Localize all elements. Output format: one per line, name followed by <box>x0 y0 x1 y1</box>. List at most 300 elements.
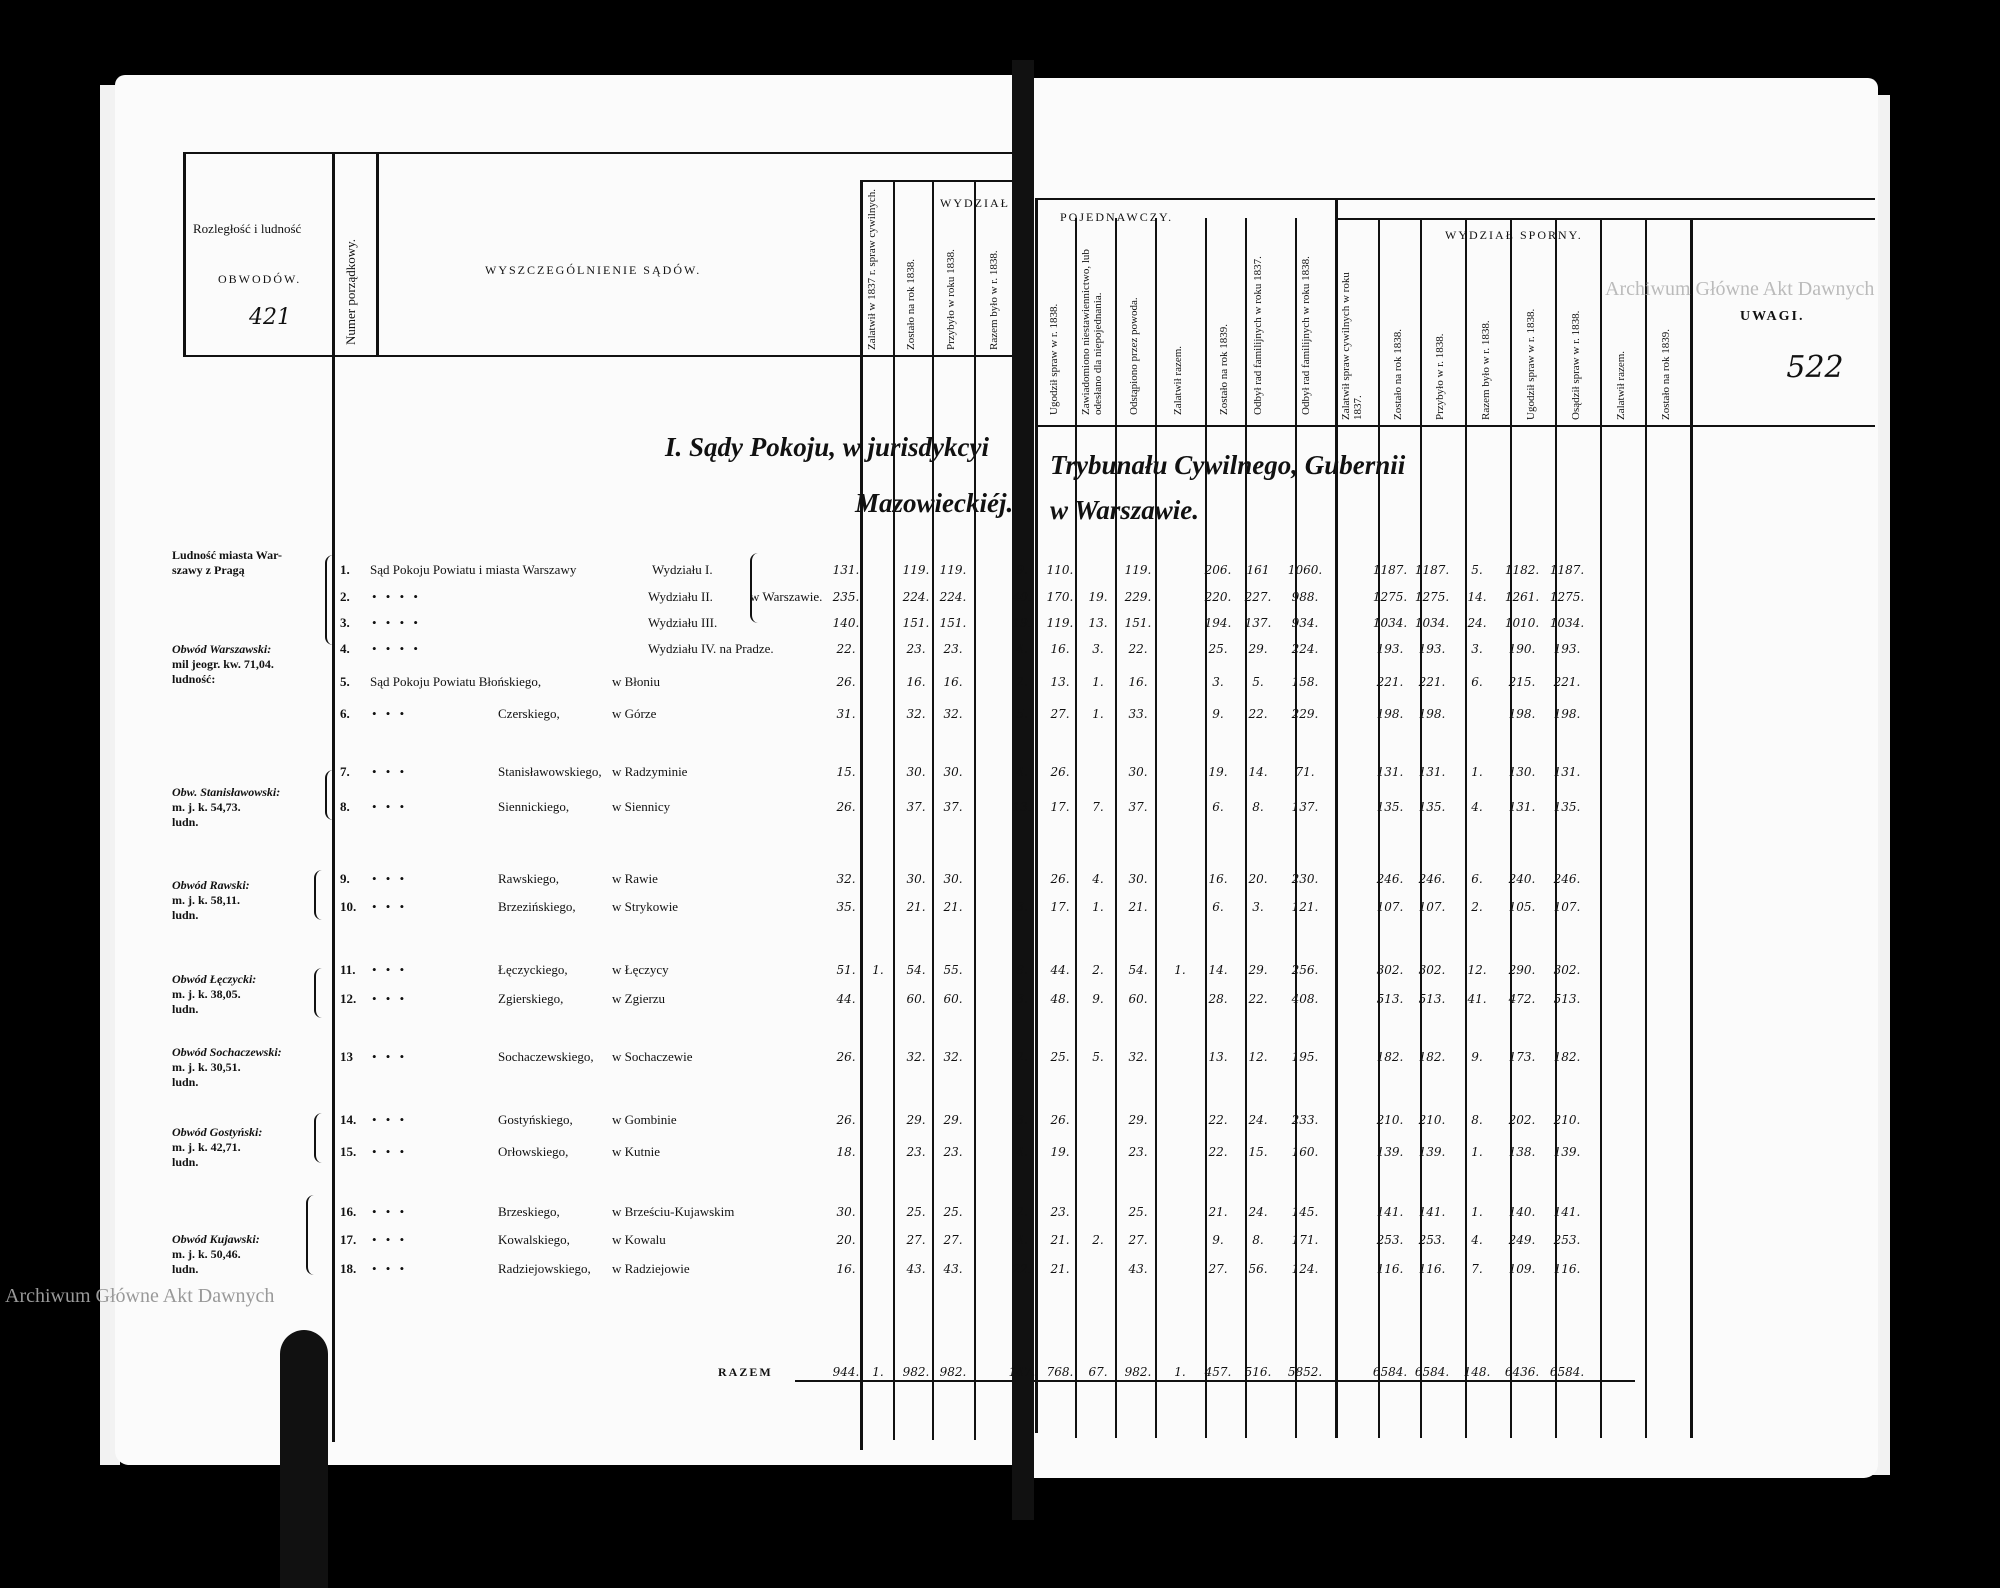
cell-value: 12. <box>1467 963 1487 977</box>
total-value: 6584. <box>1372 1365 1408 1379</box>
cell-value: 170. <box>1046 590 1074 604</box>
cell-value: 472. <box>1508 992 1536 1006</box>
region-label: ludność: <box>172 672 216 686</box>
cell-value: 193. <box>1553 642 1581 656</box>
cell-value: 141. <box>1418 1205 1446 1219</box>
cell-value: 240. <box>1508 872 1536 886</box>
cell-value: 6. <box>1471 872 1483 886</box>
court-seat: w Łęczycy <box>612 962 669 977</box>
cell-value: 19. <box>1050 1145 1070 1159</box>
cell-value: 15. <box>1248 1145 1268 1159</box>
ditto-marks: • • • <box>372 991 408 1006</box>
cell-value: 15. <box>836 765 856 779</box>
ditto-marks: • • • <box>372 799 408 814</box>
cell-value: 17. <box>1050 900 1070 914</box>
cell-value: 513. <box>1418 992 1446 1006</box>
cell-value: 32. <box>906 707 926 721</box>
cell-value: 135. <box>1553 800 1581 814</box>
court-seat: w Zgierzu <box>612 991 666 1006</box>
cell-value: 2. <box>1016 1050 1028 1064</box>
header-group-sporny: WYDZIAŁ SPORNY. <box>1445 228 1583 242</box>
court-seat: Wydziału III. <box>648 615 718 630</box>
archive-mark-left: Archiwum Główne Akt Dawnych <box>5 1285 275 1307</box>
court-seat: Wydziału II. <box>648 589 713 604</box>
cell-value: 55. <box>943 963 963 977</box>
row-number: 5. <box>340 674 350 689</box>
cell-value: 21. <box>906 900 926 914</box>
cell-value: 51. <box>836 963 856 977</box>
region-label: Obwód Kujawski: <box>172 1232 260 1246</box>
cell-value: 29. <box>943 1113 963 1127</box>
cell-value: 119. <box>1046 616 1074 630</box>
cell-value: 8. <box>1016 963 1028 977</box>
cell-value: 116. <box>1418 1262 1446 1276</box>
cell-value: 33. <box>1128 707 1148 721</box>
cell-value: 3. <box>1016 1113 1028 1127</box>
row-number: 8. <box>340 799 350 814</box>
cell-value: 1275. <box>1372 590 1408 604</box>
cell-value: 302. <box>1418 963 1446 977</box>
cell-value: 2. <box>1092 1233 1104 1247</box>
court-seat: w Rawie <box>612 871 658 886</box>
cell-value: 29. <box>1248 642 1268 656</box>
col-header-6: Zawiadomiono niestawiennictwo, lub odesłano dla niepojednania. <box>1080 249 1104 415</box>
cell-value: 4. <box>1016 1233 1028 1247</box>
ditto-marks: • • • <box>372 1204 408 1219</box>
cell-value: 16. <box>906 675 926 689</box>
row-number: 1. <box>340 562 350 577</box>
row-number: 3. <box>340 615 350 630</box>
cell-value: 28. <box>1208 992 1228 1006</box>
cell-value: 151. <box>1124 616 1152 630</box>
col-header-2: Zostało na rok 1838. <box>905 258 917 350</box>
total-rule <box>795 1380 1635 1382</box>
total-value: 982. <box>1124 1365 1152 1379</box>
cell-value: 253. <box>1553 1233 1581 1247</box>
cell-value: 193. <box>1418 642 1446 656</box>
row-number: 9. <box>340 871 350 886</box>
cell-value: 16. <box>943 675 963 689</box>
cell-value: 32. <box>943 1050 963 1064</box>
header-courts: WYSZCZEGÓLNIENIE SĄDÓW. <box>485 263 702 277</box>
cell-value: 30. <box>906 765 926 779</box>
cell-value: 26. <box>836 675 856 689</box>
court-seat: w Brześciu-Kujawskim <box>612 1204 735 1219</box>
cell-value: 22. <box>1248 707 1268 721</box>
region-label: m. j. k. 30,51. <box>172 1060 241 1074</box>
cell-value: 233. <box>1291 1113 1319 1127</box>
cell-value: 14. <box>1248 765 1268 779</box>
cell-value: 1. <box>1174 963 1186 977</box>
cell-value: 173. <box>1508 1050 1536 1064</box>
cell-value: 37. <box>1128 800 1148 814</box>
total-value: 982. <box>902 1365 930 1379</box>
total-value: 768. <box>1046 1365 1074 1379</box>
cell-value: 1261. <box>1504 590 1540 604</box>
cell-value: 110. <box>1046 563 1074 577</box>
left-top-rule <box>183 152 1013 154</box>
cell-value: 32. <box>943 707 963 721</box>
region-label: Obwód Sochaczewski: <box>172 1045 282 1059</box>
cell-value: 43. <box>1128 1262 1148 1276</box>
cell-value: 124. <box>1291 1262 1319 1276</box>
court-name: Stanisławowskiego, <box>498 764 602 779</box>
cell-value: 302. <box>1553 963 1581 977</box>
cell-value: 6. <box>1212 900 1224 914</box>
cell-value: 8. <box>1252 1233 1264 1247</box>
page-number: 522 <box>1786 350 1844 385</box>
region-label: Obwód Warszawski: <box>172 642 272 656</box>
cell-value: 3. <box>1252 900 1264 914</box>
cell-value: 21. <box>1050 1262 1070 1276</box>
cell-value: 24. <box>1467 616 1487 630</box>
cell-value: 26. <box>836 1050 856 1064</box>
cell-value: 13. <box>1208 1050 1228 1064</box>
cell-value: 198. <box>1418 707 1446 721</box>
cell-value: 1187. <box>1414 563 1450 577</box>
region-label: Obwód Łęczycki: <box>172 972 257 986</box>
cell-value: 22. <box>1012 1262 1032 1276</box>
court-name: Zgierskiego, <box>498 991 564 1006</box>
region-label: m. j. k. 50,46. <box>172 1247 241 1261</box>
cell-value: 190. <box>1508 642 1536 656</box>
cell-value: 934. <box>1291 616 1319 630</box>
court-seat: w Kutnie <box>612 1144 661 1159</box>
cell-value: 290. <box>1508 963 1536 977</box>
cell-value: 1. <box>1471 765 1483 779</box>
cell-value: 246. <box>1418 872 1446 886</box>
cell-value: 4. <box>1016 765 1028 779</box>
cell-value: 6. <box>1212 800 1224 814</box>
court-seat: w Kowalu <box>612 1232 666 1247</box>
col-header-1: Zalatwił w 1837 r. spraw cywilnych. <box>866 189 878 350</box>
header-group-wydzial: WYDZIAŁ <box>940 196 1010 210</box>
cell-value: 5. <box>1016 707 1028 721</box>
total-value: 6584. <box>1549 1365 1585 1379</box>
cell-value: 224. <box>902 590 930 604</box>
header-remarks: UWAGI. <box>1740 309 1805 324</box>
court-seat: w Radzyminie <box>612 764 688 779</box>
cell-value: 182. <box>1376 1050 1404 1064</box>
region-label: ludn. <box>172 1075 199 1089</box>
total-value: 516. <box>1244 1365 1272 1379</box>
col-header-16: Ugodził spraw w r. 1838. <box>1525 308 1537 420</box>
row-number: 15. <box>340 1144 357 1159</box>
court-name: Sochaczewskiego, <box>498 1049 594 1064</box>
cell-value: 19. <box>1012 616 1032 630</box>
cell-value: 3. <box>1092 642 1104 656</box>
region-label: ludn. <box>172 1262 199 1276</box>
cell-value: 32. <box>836 872 856 886</box>
cell-value: 116. <box>1376 1262 1404 1276</box>
cell-value: 229. <box>1291 707 1319 721</box>
cell-value: 221. <box>1418 675 1446 689</box>
cell-value: 14. <box>1208 963 1228 977</box>
court-name: Orłowskiego, <box>498 1144 569 1159</box>
row-number: 13 <box>340 1049 353 1064</box>
cell-value: 27. <box>1050 707 1070 721</box>
total-value: 6436. <box>1504 1365 1540 1379</box>
court-seat: w Radziejowie <box>612 1261 690 1276</box>
col-header-4: Razem było w r. 1838. <box>988 250 1000 350</box>
cell-value: 235. <box>832 590 860 604</box>
cell-value: 29. <box>1248 963 1268 977</box>
court-seat: w Sochaczewie <box>612 1049 693 1064</box>
cell-value: 30. <box>943 872 963 886</box>
cell-value: 229. <box>1124 590 1152 604</box>
cell-value: 26. <box>836 800 856 814</box>
cell-value: 1. <box>1471 1205 1483 1219</box>
cell-value: 227. <box>1244 590 1272 604</box>
cell-value: 8. <box>1252 800 1264 814</box>
cell-value: 151. <box>902 616 930 630</box>
region-label: ludn. <box>172 1155 199 1169</box>
ditto-marks: • • • <box>372 1232 408 1247</box>
cell-value: 48. <box>1050 992 1070 1006</box>
right-header-rule <box>1035 425 1875 427</box>
cell-value: 137. <box>1291 800 1319 814</box>
cell-value: 130. <box>1508 765 1536 779</box>
cell-value: 17. <box>1050 800 1070 814</box>
court-seat: w Siennicy <box>612 799 671 814</box>
cell-value: 26. <box>1050 872 1070 886</box>
ditto-marks: • • • <box>372 899 408 914</box>
cell-value: 7. <box>1092 800 1104 814</box>
court-name: Sąd Pokoju Powiatu i miasta Warszawy <box>370 562 577 577</box>
cell-value: 109. <box>1508 1262 1536 1276</box>
total-value: 5852. <box>1287 1365 1323 1379</box>
cell-value: 14. <box>1467 590 1487 604</box>
cell-value: 4. <box>1471 800 1483 814</box>
col-header-18: Zalatwił razem. <box>1615 350 1627 420</box>
cell-value: 221. <box>1376 675 1404 689</box>
region-label: mil jeogr. kw. 71,04. <box>172 657 274 671</box>
cell-value: 206. <box>1204 563 1232 577</box>
region-label: ludn. <box>172 1002 199 1016</box>
region-label: m. j. k. 58,11. <box>172 893 241 907</box>
cell-value: 37. <box>943 800 963 814</box>
ditto-marks: • • • <box>372 962 408 977</box>
region-label: m. j. k. 42,71. <box>172 1140 241 1154</box>
total-value: 457. <box>1204 1365 1232 1379</box>
court-seat: w Błoniu <box>612 674 661 689</box>
cell-value: 30. <box>836 1205 856 1219</box>
court-name: Siennickiego, <box>498 799 570 814</box>
court-name: Sąd Pokoju Powiatu Błońskiego, <box>370 674 542 689</box>
cell-value: 30. <box>943 765 963 779</box>
cell-value: 160. <box>1291 1145 1319 1159</box>
cell-value: 23. <box>943 1145 963 1159</box>
pen-shadow <box>280 1330 328 1588</box>
col-header-12: Zalatwił spraw cywilnych w roku 1837. <box>1340 272 1364 420</box>
ditto-marks: • • • <box>372 706 408 721</box>
cell-value: 3. <box>1016 992 1028 1006</box>
cell-value: 13. <box>1012 800 1032 814</box>
cell-value: 25. <box>906 1205 926 1219</box>
cell-value: 1034. <box>1372 616 1408 630</box>
cell-value: 25. <box>943 1205 963 1219</box>
cell-value: 27. <box>1128 1233 1148 1247</box>
right-top-rule <box>1035 198 1875 200</box>
cell-value: 1. <box>1092 707 1104 721</box>
row-number: 17. <box>340 1232 357 1247</box>
court-name: Kowalskiego, <box>498 1232 570 1247</box>
cell-value: 29. <box>1128 1113 1148 1127</box>
cell-value: 210. <box>1376 1113 1404 1127</box>
col-header-3: Przybyło w roku 1838. <box>945 249 957 350</box>
court-name: Brzezińskiego, <box>498 899 576 914</box>
col-header-7: Odstąpiono przez powoda. <box>1128 297 1140 415</box>
court-seat: w Górze <box>612 706 657 721</box>
region-label: szawy z Pragą <box>172 563 245 577</box>
court-name: Radziejowskiego, <box>498 1261 591 1276</box>
cell-value: 988. <box>1291 590 1319 604</box>
cell-value: 4. <box>1016 642 1028 656</box>
cell-value: 60. <box>943 992 963 1006</box>
ditto-marks: • • • <box>372 1049 408 1064</box>
cell-value: 9. <box>1471 1050 1483 1064</box>
cell-value: 24. <box>1248 1205 1268 1219</box>
cell-value: 107. <box>1553 900 1581 914</box>
col-header-8: Zalatwił razem. <box>1172 345 1184 415</box>
row-number: 12. <box>340 991 357 1006</box>
cell-value: 13. <box>1088 616 1108 630</box>
cell-value: 221. <box>1553 675 1581 689</box>
region-label: m. j. k. 38,05. <box>172 987 241 1001</box>
cell-value: 1275. <box>1414 590 1450 604</box>
cell-value: 44. <box>836 992 856 1006</box>
cell-value: 23. <box>943 642 963 656</box>
cell-value: 1. <box>1471 1145 1483 1159</box>
col-header-17: Osądził spraw w r. 1838. <box>1570 310 1582 420</box>
cell-value: 54. <box>906 963 926 977</box>
cell-value: 9. <box>1092 992 1104 1006</box>
cell-value: 1010. <box>1504 616 1540 630</box>
cell-value: 9. <box>1212 1233 1224 1247</box>
section-title-left-1: I. Sądy Pokoju, w jurisdykcyi <box>665 432 990 462</box>
region-label: Obw. Stanisławowski: <box>172 785 281 799</box>
archive-mark-right: Archiwum Główne Akt Dawnych <box>1605 278 1875 300</box>
cell-value: 1034. <box>1549 616 1585 630</box>
cell-value: 30. <box>906 872 926 886</box>
cell-value: 21. <box>1208 1205 1228 1219</box>
header-region: Rozległość i ludność <box>193 221 302 236</box>
region-label: m. j. k. 54,73. <box>172 800 241 814</box>
cell-value: 30. <box>1128 765 1148 779</box>
cell-value: 220. <box>1204 590 1232 604</box>
cell-value: 40. <box>1012 590 1032 604</box>
cell-value: 107. <box>1376 900 1404 914</box>
cell-value: 37. <box>906 800 926 814</box>
row-number: 10. <box>340 899 357 914</box>
cell-value: 3. <box>1212 675 1224 689</box>
cell-value: 256. <box>1291 963 1319 977</box>
cell-value: 20. <box>1248 872 1268 886</box>
court-seat: Wydziału IV. na Pradze. <box>648 641 774 656</box>
court-name: Brzeskiego, <box>498 1204 560 1219</box>
cell-value: 54. <box>1128 963 1148 977</box>
cell-value: 19. <box>1208 765 1228 779</box>
cell-value: 7. <box>1471 1262 1483 1276</box>
cell-value: 198. <box>1508 707 1536 721</box>
court-seat: Wydziału I. <box>652 562 713 577</box>
cell-value: 4. <box>1016 1145 1028 1159</box>
cell-value: 230. <box>1291 872 1319 886</box>
total-value: 1. <box>1174 1365 1186 1379</box>
cell-value: 1275. <box>1549 590 1585 604</box>
region-label: ludn. <box>172 815 199 829</box>
cell-value: 246. <box>1553 872 1581 886</box>
region-label: Obwód Gostyński: <box>172 1125 263 1139</box>
cell-value: 16. <box>1128 675 1148 689</box>
cell-value: 5. <box>1471 563 1483 577</box>
cell-value: 198. <box>1553 707 1581 721</box>
total-value: 1. <box>872 1365 884 1379</box>
cell-value: 215. <box>1508 675 1536 689</box>
court-name: Czerskiego, <box>498 706 560 721</box>
cell-value: 408. <box>1291 992 1319 1006</box>
cell-value: 2. <box>1471 900 1483 914</box>
cell-value: 513. <box>1553 992 1581 1006</box>
cell-value: 158. <box>1291 675 1319 689</box>
row-number: 16. <box>340 1204 357 1219</box>
cell-value: 246. <box>1376 872 1404 886</box>
cell-value: 27. <box>943 1233 963 1247</box>
cell-value: 224. <box>1291 642 1319 656</box>
cell-value: 4. <box>1471 1233 1483 1247</box>
cell-value: 1. <box>1092 900 1104 914</box>
cell-value: 116. <box>1553 1262 1581 1276</box>
cell-value: 9. <box>1016 563 1028 577</box>
cell-value: 16. <box>836 1262 856 1276</box>
ditto-marks: • • • • <box>372 641 421 656</box>
cell-value: 253. <box>1418 1233 1446 1247</box>
cell-value: 22. <box>836 642 856 656</box>
total-value: 67. <box>1088 1365 1108 1379</box>
cell-value: 151. <box>939 616 967 630</box>
cell-value: 22. <box>1208 1145 1228 1159</box>
cell-value: 2. <box>1016 1205 1028 1219</box>
ditto-marks: • • • • <box>372 615 421 630</box>
cell-value: 16. <box>1208 872 1228 886</box>
cell-value: 141. <box>1553 1205 1581 1219</box>
cell-value: 60. <box>906 992 926 1006</box>
cell-value: 3. <box>1016 900 1028 914</box>
total-value: 6584. <box>1414 1365 1450 1379</box>
col-header-14: Przybyło w r. 1838. <box>1434 333 1446 420</box>
cell-value: 16. <box>1050 642 1070 656</box>
col-header-13: Zostało na rok 1838. <box>1392 328 1404 420</box>
cell-value: 161 <box>1246 563 1270 577</box>
cell-value: 105. <box>1508 900 1536 914</box>
cell-value: 23. <box>1128 1145 1148 1159</box>
cell-value: 253. <box>1376 1233 1404 1247</box>
cell-value: 195. <box>1291 1050 1319 1064</box>
book-spine <box>1012 60 1034 1520</box>
total-value: 147. <box>1008 1365 1036 1379</box>
cell-value: 302. <box>1376 963 1404 977</box>
col-header-15: Razem było w r. 1838. <box>1480 320 1492 420</box>
cell-value: 513. <box>1376 992 1404 1006</box>
cell-value: 1. <box>1092 675 1104 689</box>
header-group-pojednawczy: POJEDNAWCZY. <box>1060 210 1174 224</box>
col-header-19: Zostało na rok 1839. <box>1660 328 1672 420</box>
cell-value: 139. <box>1418 1145 1446 1159</box>
cell-value: 6. <box>1471 675 1483 689</box>
cell-value: 22. <box>1208 1113 1228 1127</box>
cell-value: 44. <box>1050 963 1070 977</box>
ditto-marks: • • • <box>372 871 408 886</box>
